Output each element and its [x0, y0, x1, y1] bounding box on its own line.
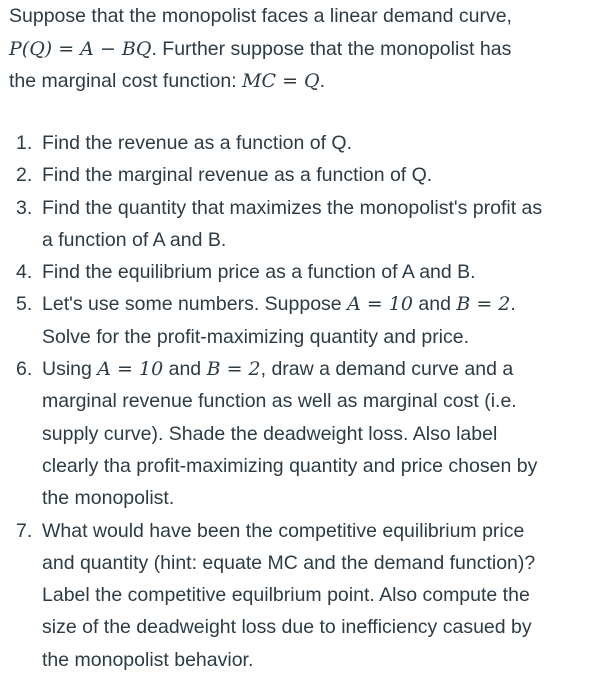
question-list [9, 127, 601, 676]
list-item [9, 288, 601, 353]
document-page [9, 0, 601, 671]
intro-line-1: Suppose that the monopolist faces a linear demand curve, [9, 5, 512, 27]
item-text: Solve for the profit-maximizing quantity and price. [42, 325, 470, 348]
list-item [9, 353, 601, 514]
equation-a: A = 10 [97, 358, 164, 381]
item-text: clearly tha profit-maximizing quantity and price chosen by [42, 454, 538, 477]
intro-line-2: . Further suppose that the monopolist has [151, 37, 512, 60]
item-text: and [412, 293, 457, 316]
intro-line-3: the marginal cost function: [9, 70, 243, 92]
item-text: Find the marginal revenue as a function of Q. [42, 164, 433, 187]
demand-equation: P(Q) = A − BQ [9, 37, 152, 60]
item-text: and [163, 358, 207, 381]
item-number: 2. [16, 164, 33, 187]
intro-paragraph [9, 0, 601, 98]
mc-equation: MC = Q [242, 70, 320, 92]
item-number: 4. [16, 261, 33, 284]
list-item [9, 127, 601, 159]
item-text: supply curve). Shade the deadweight loss. Also label [42, 422, 498, 445]
item-text: Using [42, 358, 98, 381]
item-text: the monopolist behavior. [42, 648, 254, 671]
item-text: and quantity (hint: equate MC and the demand function)? [42, 551, 536, 574]
item-text: marginal revenue function as well as marginal cost (i.e. [42, 390, 517, 413]
item-text: Let's use some numbers. Suppose [42, 293, 348, 316]
item-text: Find the revenue as a function of Q. [42, 132, 353, 154]
item-text: Find the quantity that maximizes the monopolist's profit as [42, 196, 543, 219]
intro-line-3-end: . [319, 70, 326, 92]
list-item [9, 159, 601, 191]
item-text: the monopolist. [42, 487, 175, 510]
item-number: 3. [16, 196, 33, 219]
item-number: 7. [16, 519, 33, 542]
item-text: . [510, 293, 516, 316]
item-number: 6. [16, 358, 33, 381]
list-item [9, 192, 601, 257]
item-number: 5. [16, 293, 33, 316]
list-item [9, 515, 601, 676]
item-text: Label the competitive equilbrium point. Also compute the [42, 584, 530, 607]
equation-a: A = 10 [347, 293, 413, 316]
list-item [9, 256, 601, 288]
item-text: a function of A and B. [42, 228, 227, 251]
item-text: What would have been the competitive equilibrium price [42, 519, 525, 542]
equation-b: B = 2 [206, 358, 261, 381]
item-text: , draw a demand curve and a [260, 358, 514, 381]
item-number: 1. [16, 132, 33, 154]
equation-b: B = 2 [456, 293, 511, 316]
item-text: size of the deadweight loss due to inefficiency casued by [42, 616, 532, 639]
item-text: Find the equilibrium price as a function of A and B. [42, 261, 476, 284]
